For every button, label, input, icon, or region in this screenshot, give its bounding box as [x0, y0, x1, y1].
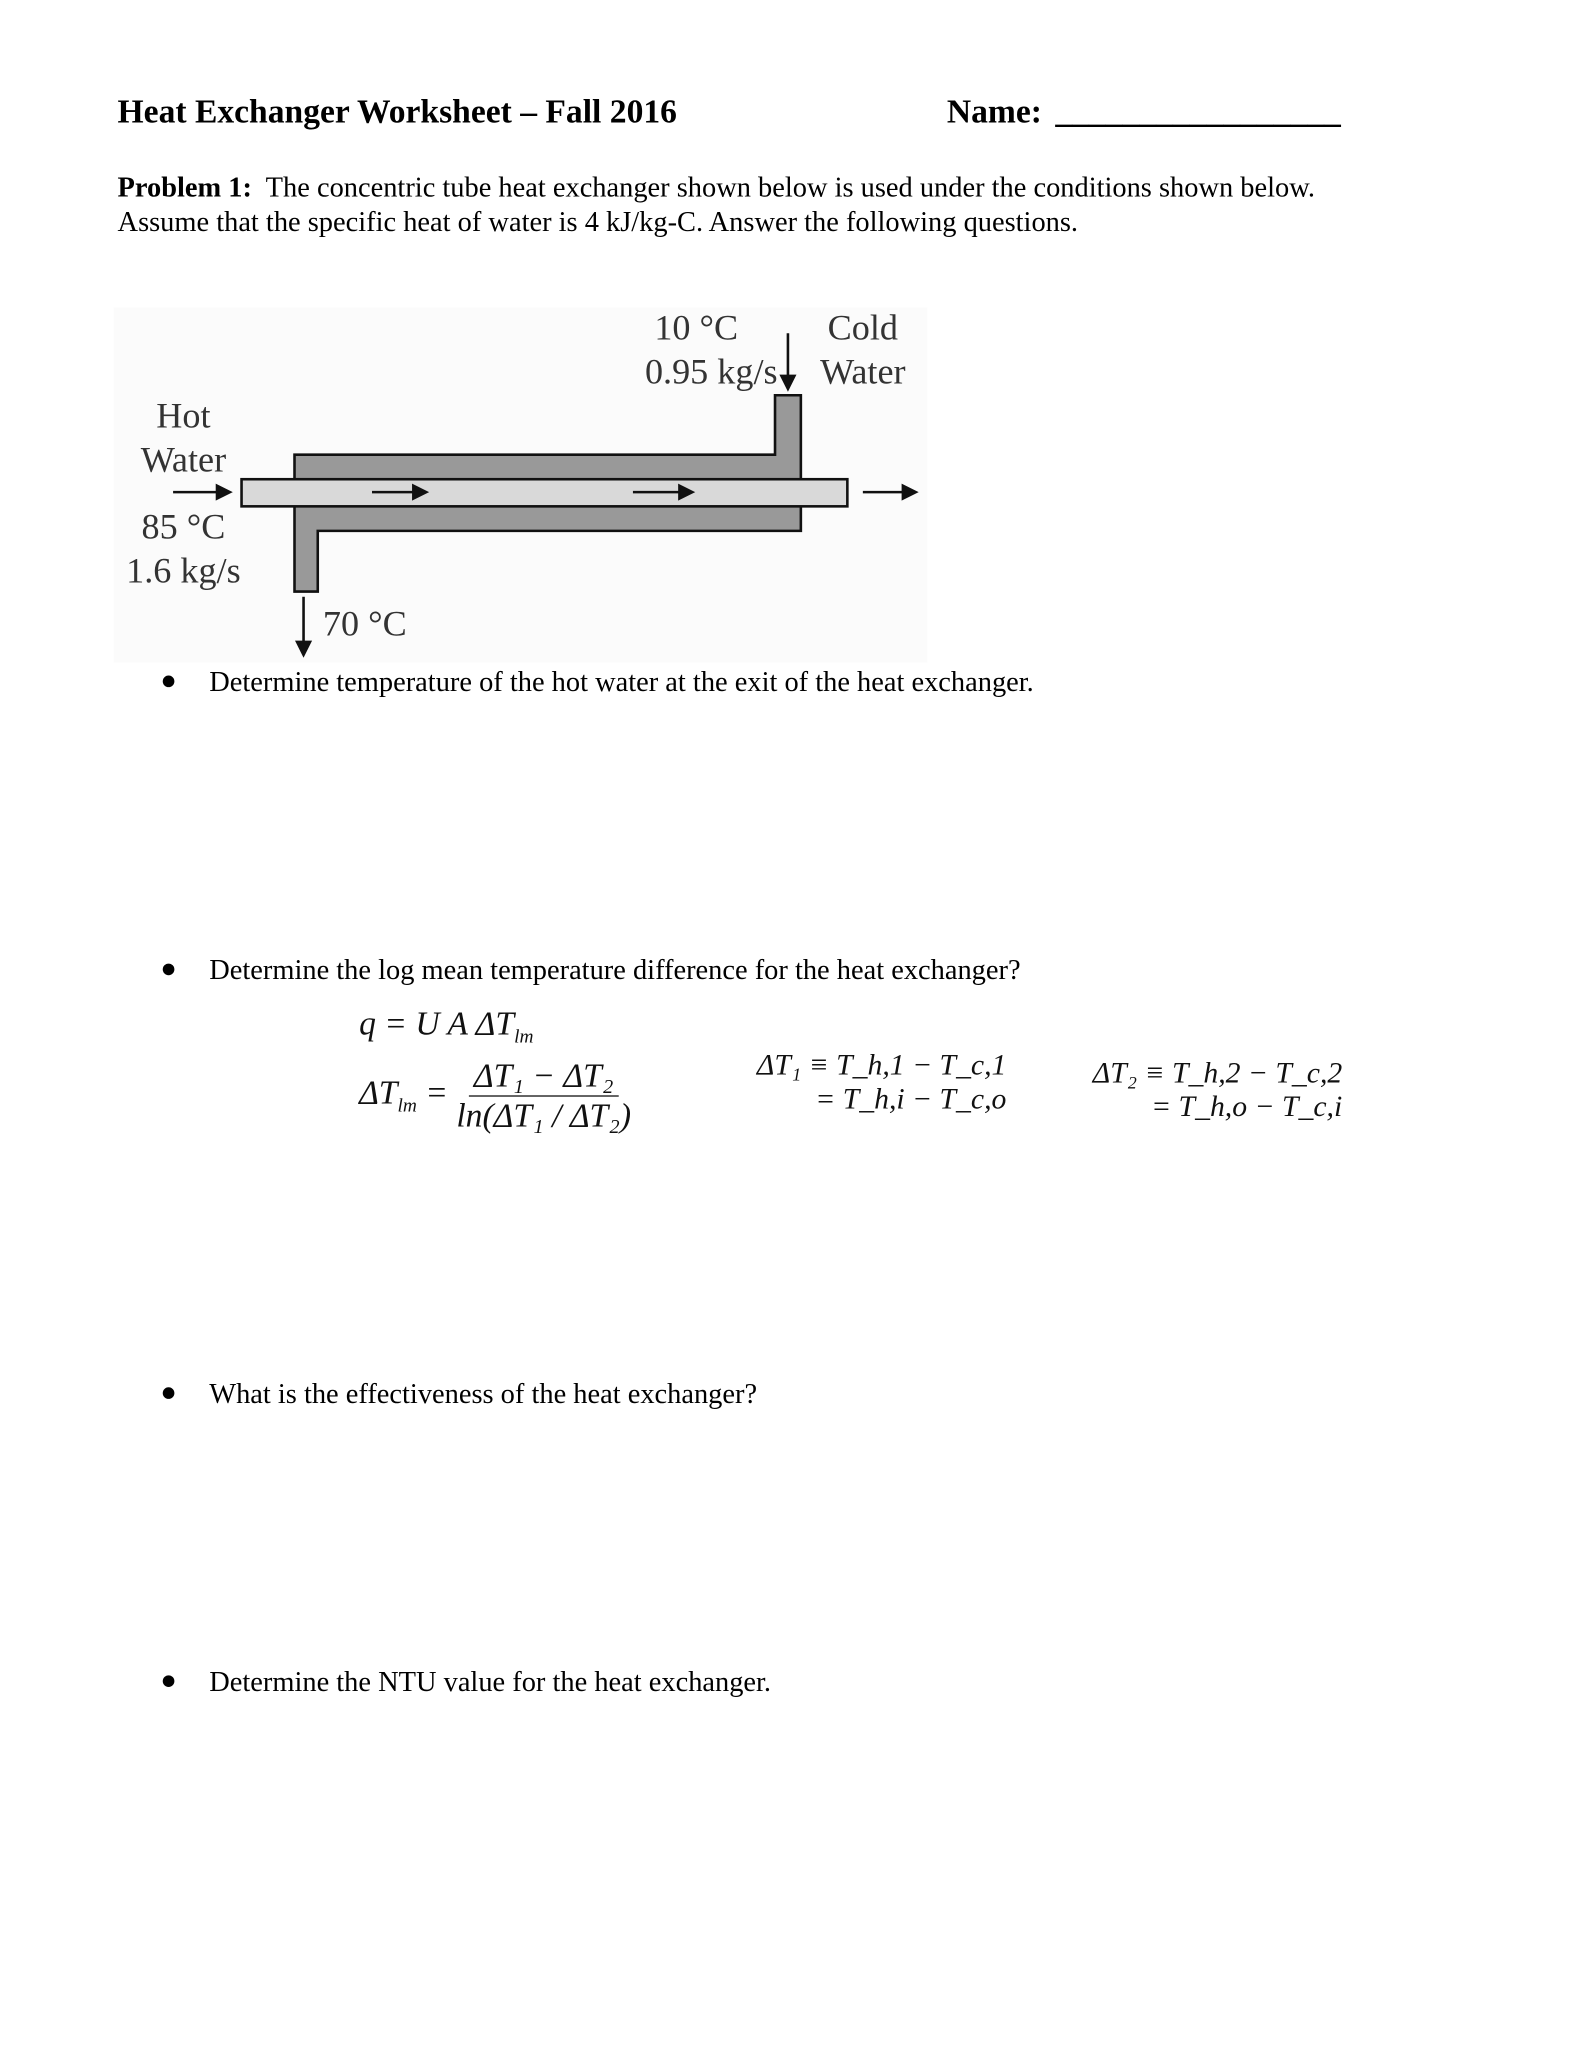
cold-inlet-conditions: 10 °C 0.95 kg/s — [644, 308, 778, 393]
bullet-icon — [163, 964, 175, 976]
name-label: Name: — [946, 93, 1042, 131]
question-2: Determine the log mean temperature difference for the heat exchanger? — [209, 953, 1021, 986]
problem-label: Problem 1: — [117, 170, 252, 203]
worksheet-title: Heat Exchanger Worksheet – Fall 2016 — [117, 93, 677, 131]
bullet-icon — [163, 1675, 175, 1687]
hot-inlet-conditions: 85 °C 1.6 kg/s — [126, 507, 241, 592]
heat-exchanger-diagram — [114, 307, 928, 662]
question-3: What is the effectiveness of the heat exchanger? — [209, 1376, 758, 1410]
question-1: Determine temperature of the hot water at the exit of the heat exchanger. — [209, 665, 1034, 698]
inner-tube — [242, 479, 848, 506]
delta-t2-definition: ΔT₂ ≡ T_h,2 − T_c,2 = T_h,o − T_c,i — [1092, 1056, 1343, 1123]
problem-line-1: The concentric tube heat exchanger shown below is used under the conditions shown below. — [265, 170, 1316, 203]
bullet-icon — [163, 676, 175, 688]
hot-water-label: Hot Water — [140, 396, 227, 481]
heat-rate-equation: q = U A $\Delta T_{lm}$ — [359, 1004, 534, 1048]
problem-text — [118, 169, 1315, 239]
name-blank[interactable]: _________________ — [1055, 93, 1341, 131]
problem-line-2: Assume that the specific heat of water is 4 kJ/kg-C. Answer the following questions. — [117, 205, 1079, 238]
bullet-icon — [163, 1387, 175, 1399]
cold-water-label: Cold Water — [820, 308, 906, 393]
hot-outlet-temp: 70 °C — [322, 604, 407, 645]
lmtd-equation: $\Delta T_{lm}$ = $\frac{\text{ΔT₁ − ΔT₂}}{\text{ln(ΔT₁ / ΔT₂)}}$ — [359, 1056, 632, 1135]
question-4: Determine the NTU value for the heat exchanger. — [209, 1665, 772, 1698]
delta-t1-definition: ΔT₁ ≡ T_h,1 − T_c,1 = T_h,i − T_c,o — [756, 1048, 1007, 1115]
heat-exchanger-drawing — [114, 307, 928, 662]
